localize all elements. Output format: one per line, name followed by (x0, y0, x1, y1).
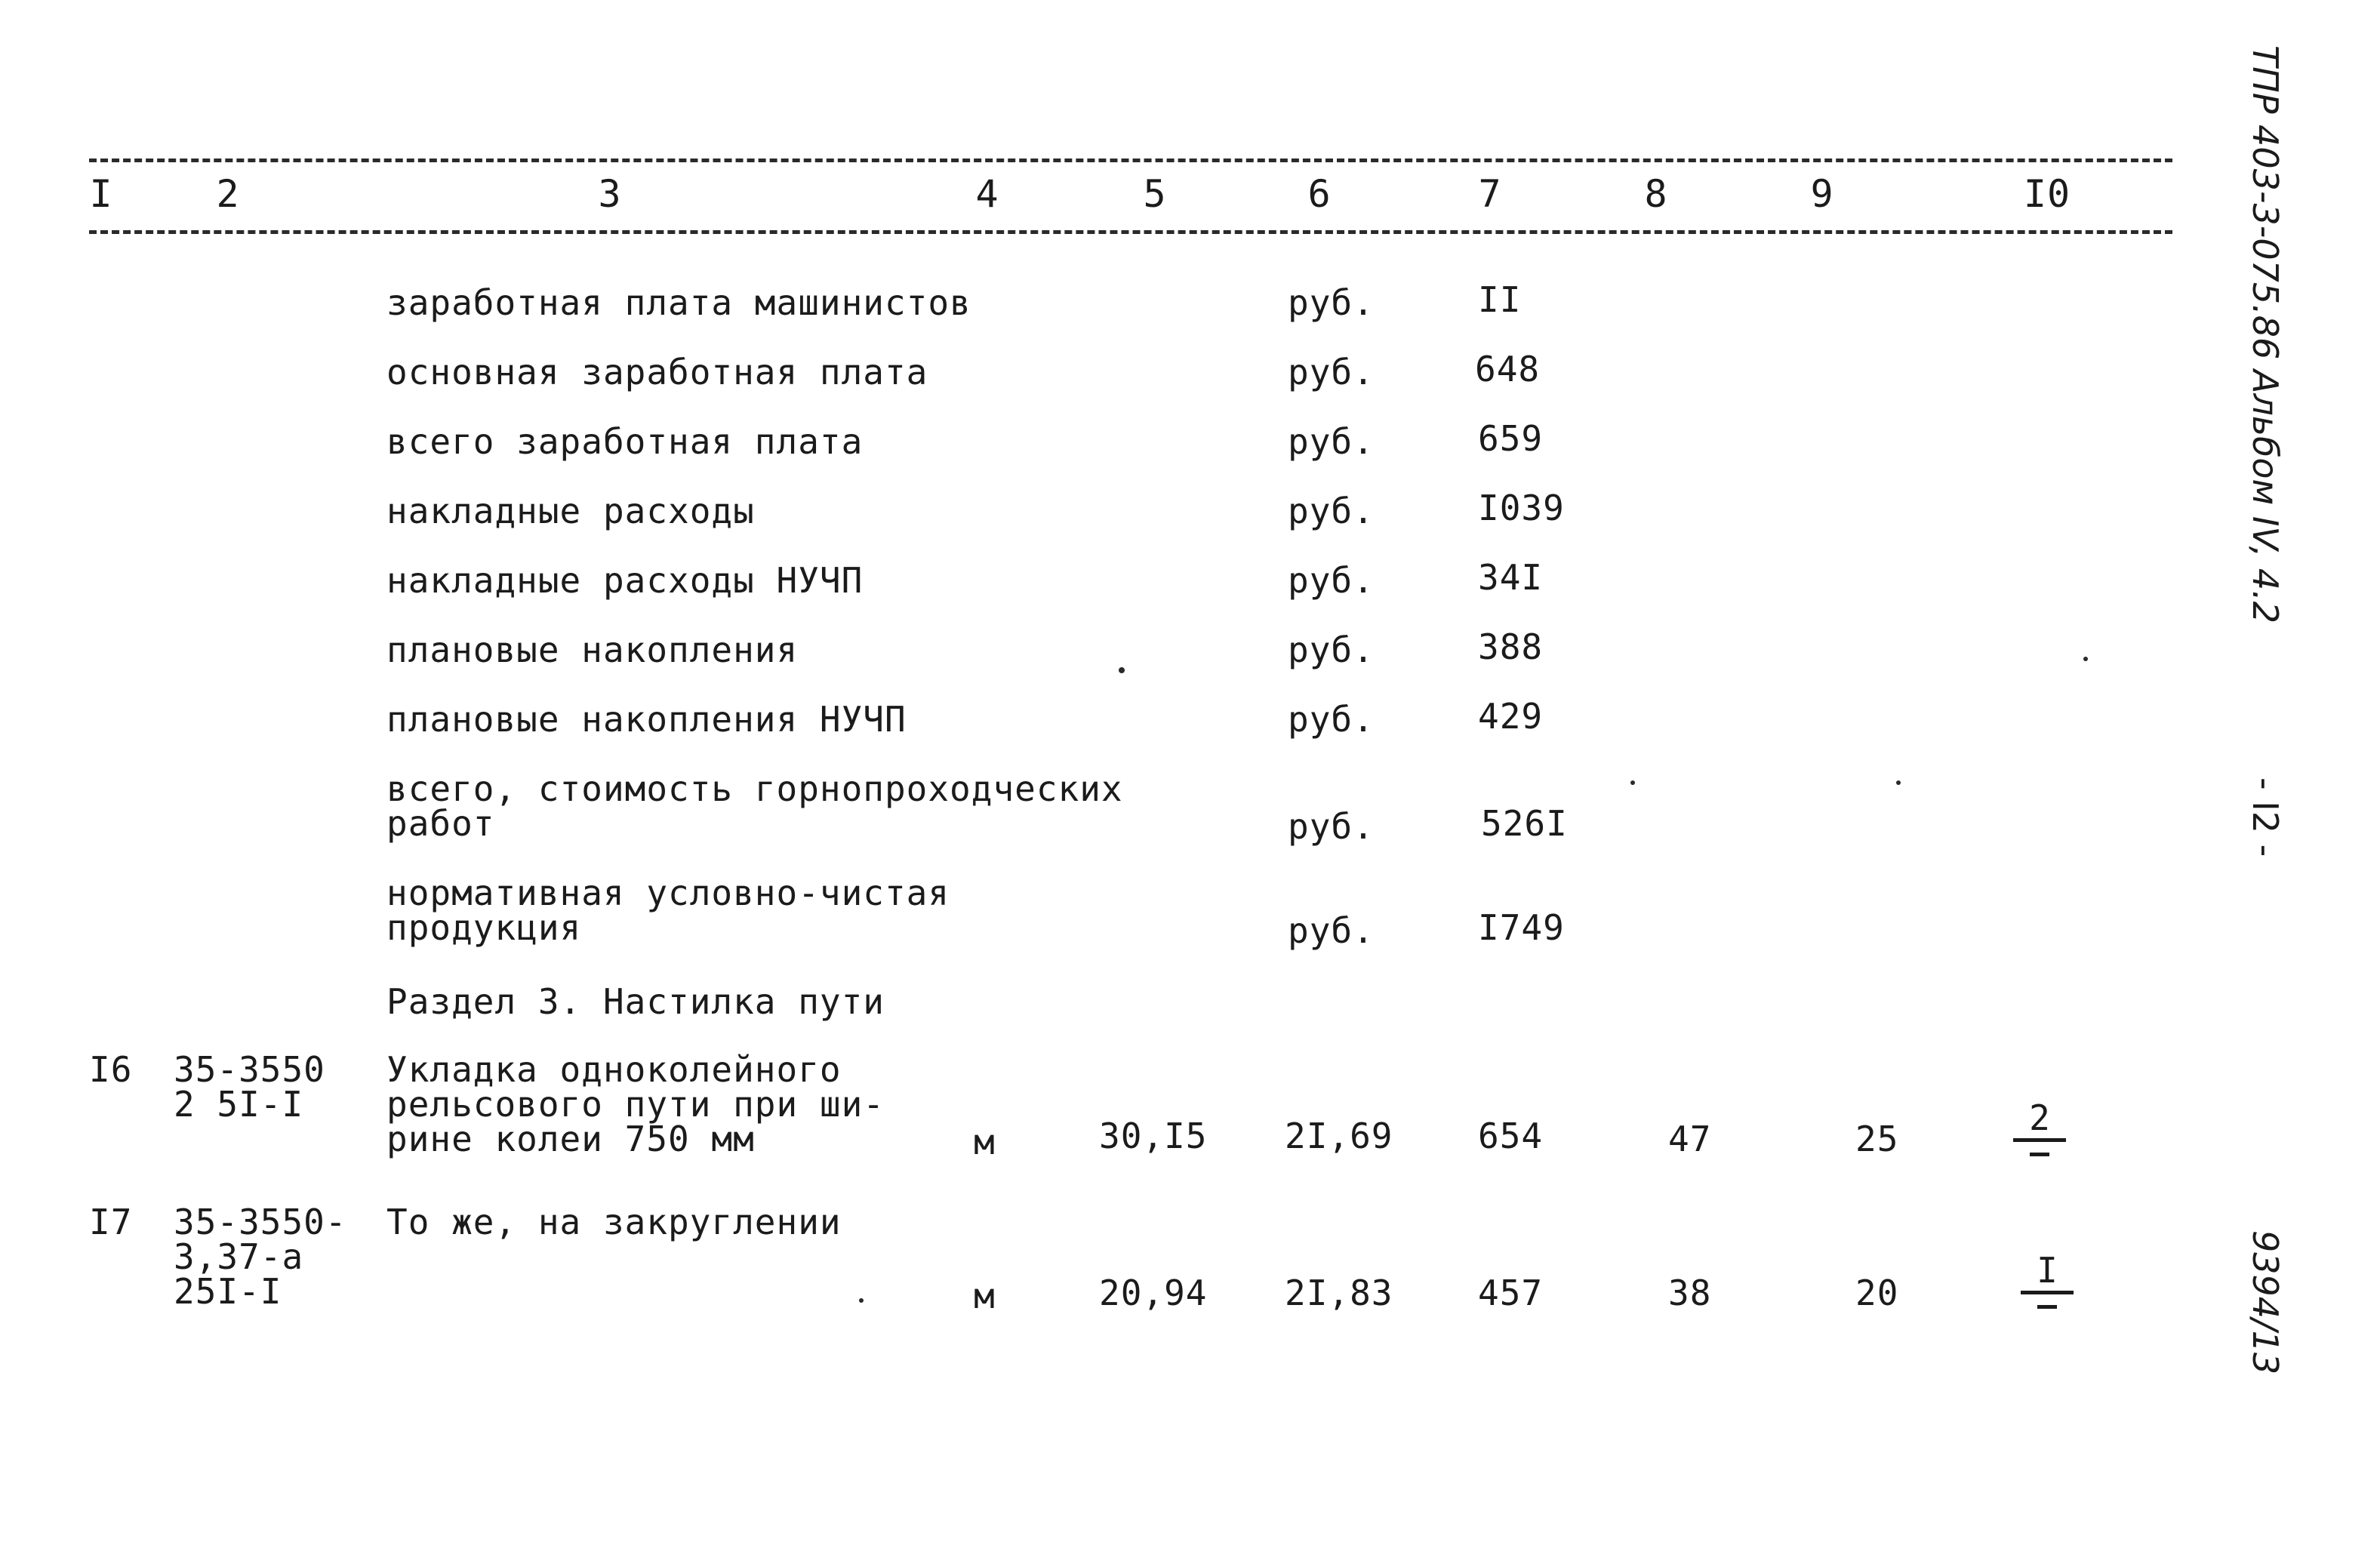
item-col10: 2 (2029, 1097, 2050, 1138)
item-price: 2I,83 (1285, 1273, 1393, 1313)
item-price: 2I,69 (1285, 1116, 1393, 1156)
fraction-denominator-dash (2030, 1153, 2049, 1156)
cost-label: накладные расходы (386, 491, 755, 531)
header-rule-top (89, 159, 2172, 162)
item-col10-fraction (2013, 1250, 2081, 1309)
item-col9: 25 (1855, 1119, 1899, 1159)
cost-value: 659 (1478, 418, 1544, 459)
cost-value: I039 (1478, 488, 1565, 528)
item-code-continued: 2 5I-I (174, 1084, 304, 1125)
item-col8: 47 (1668, 1119, 1712, 1159)
cost-label-continued: продукция (386, 907, 582, 948)
header-rule-bottom (89, 230, 2172, 234)
item-code-continued: 3,37-а (174, 1236, 304, 1277)
scan-speck (859, 1298, 864, 1303)
col-header-6: 6 (1307, 172, 1332, 216)
item-col10: I (2037, 1250, 2058, 1291)
col-header-1: I (89, 172, 113, 216)
album-label: Альбом IV, 4.2 (2245, 370, 2286, 623)
cost-label: плановые накопления НУЧП (386, 699, 907, 740)
document-code: ТПР 403-3-075.86 (2245, 45, 2286, 360)
cost-label: накладные расходы НУЧП (386, 560, 864, 601)
cost-unit: руб. (1288, 282, 1375, 323)
cost-unit: руб. (1288, 421, 1375, 462)
item-description-continued: рельсового пути при ши- (386, 1084, 885, 1125)
fraction-denominator-dash (2037, 1305, 2057, 1309)
cost-value: II (1478, 279, 1522, 320)
item-code-continued: 25I-I (174, 1271, 282, 1312)
cost-value: 526I (1481, 803, 1568, 844)
item-total: 654 (1478, 1116, 1544, 1156)
item-total: 457 (1478, 1273, 1544, 1313)
item-code: 35-3550 (174, 1049, 325, 1090)
cost-unit: руб. (1288, 352, 1375, 392)
cost-unit: руб. (1288, 491, 1375, 531)
item-description-continued: рине колеи 750 мм (386, 1119, 755, 1159)
fraction-bar (2013, 1138, 2066, 1142)
cost-value: 648 (1475, 349, 1541, 389)
col-header-3: 3 (598, 172, 622, 216)
section-title: Раздел 3. Настилка пути (386, 981, 885, 1022)
col-header-5: 5 (1143, 172, 1167, 216)
col-header-4: 4 (975, 172, 999, 216)
col-header-10: I0 (2023, 172, 2071, 216)
inventory-number: 9394/13 (2245, 1230, 2286, 1375)
item-number: I7 (89, 1202, 133, 1242)
cost-unit: руб. (1288, 806, 1375, 847)
cost-value: 34I (1478, 557, 1544, 598)
item-unit: м (974, 1276, 996, 1316)
item-unit: м (974, 1122, 996, 1162)
col-header-8: 8 (1644, 172, 1668, 216)
scan-speck (1119, 667, 1125, 673)
item-quantity: 30,I5 (1099, 1116, 1208, 1156)
cost-unit: руб. (1288, 699, 1375, 740)
cost-label: всего, стоимость горнопроходческих (386, 768, 1123, 809)
cost-value: 388 (1478, 626, 1544, 667)
cost-label: плановые накопления (386, 629, 799, 670)
item-col8: 38 (1668, 1273, 1712, 1313)
cost-label: всего заработная плата (386, 421, 864, 462)
cost-label: основная заработная плата (386, 352, 928, 392)
cost-label-continued: работ (386, 803, 495, 844)
page-number: - I2 - (2245, 777, 2286, 857)
cost-unit: руб. (1288, 560, 1375, 601)
item-number: I6 (89, 1049, 133, 1090)
item-description: Укладка одноколейного (386, 1049, 842, 1090)
col-header-2: 2 (216, 172, 240, 216)
scan-speck (1630, 780, 1635, 785)
col-header-9: 9 (1810, 172, 1834, 216)
cost-label: нормативная условно-чистая (386, 873, 950, 913)
item-col9: 20 (1855, 1273, 1899, 1313)
fraction-bar (2021, 1291, 2074, 1294)
cost-value: I749 (1478, 907, 1565, 948)
item-col10-fraction (2006, 1097, 2074, 1156)
item-quantity: 20,94 (1099, 1273, 1208, 1313)
scan-speck (1896, 780, 1901, 785)
item-description: То же, на закруглении (386, 1202, 842, 1242)
cost-unit: руб. (1288, 910, 1375, 951)
cost-label: заработная плата машинистов (386, 282, 971, 323)
scan-speck (2083, 657, 2088, 661)
cost-unit: руб. (1288, 629, 1375, 670)
col-header-7: 7 (1478, 172, 1502, 216)
cost-value: 429 (1478, 696, 1544, 737)
item-code: 35-3550- (174, 1202, 347, 1242)
